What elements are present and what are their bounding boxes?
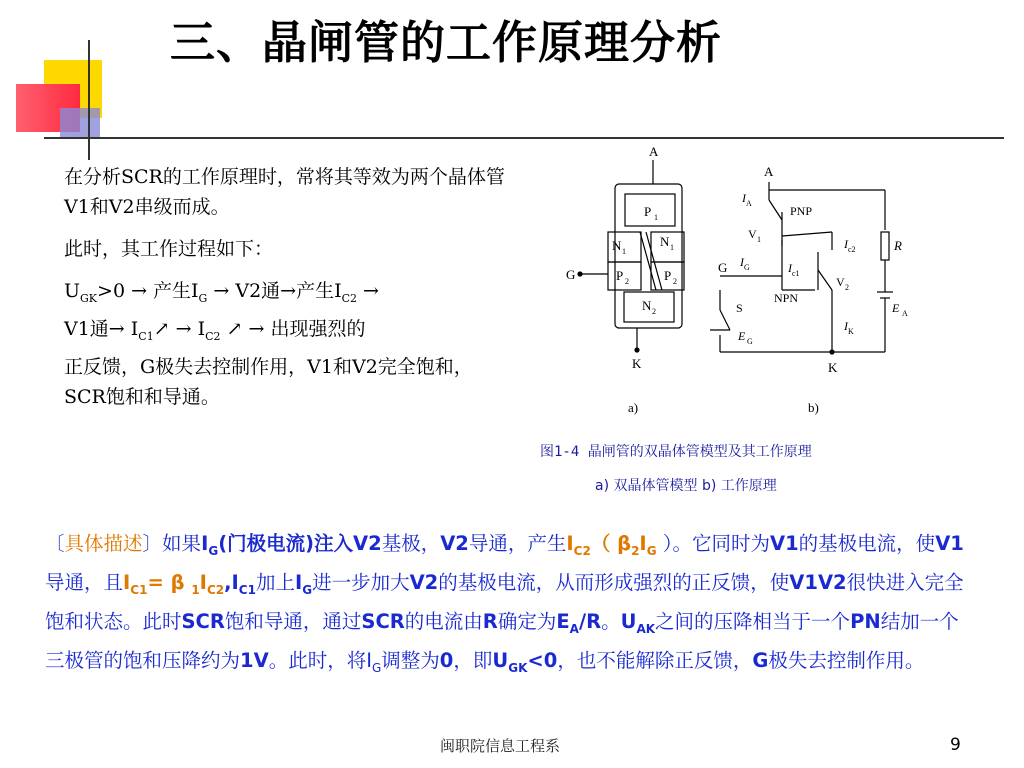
svg-text:1: 1 [622, 247, 626, 256]
svg-text:G: G [747, 337, 753, 346]
svg-text:G: G [744, 263, 750, 272]
deco-vertical-line [88, 40, 90, 160]
svg-text:A: A [902, 309, 908, 318]
svg-text:2: 2 [652, 307, 656, 316]
svg-text:G: G [718, 260, 728, 275]
svg-text:A: A [746, 199, 752, 208]
svg-text:c2: c2 [848, 245, 856, 254]
a-gate-label: G [566, 267, 576, 282]
svg-text:I: I [844, 237, 848, 251]
a-cathode-label: K [632, 356, 642, 371]
svg-text:K: K [828, 360, 838, 375]
intro-text: 在分析SCR的工作原理时，常将其等效为两个晶体管V1和V2串级而成。 [64, 166, 505, 218]
svg-text:V: V [748, 227, 757, 241]
page-number: 9 [950, 735, 961, 755]
svg-text:I: I [740, 255, 744, 269]
svg-text:1: 1 [670, 243, 674, 252]
page-title: 三、晶闸管的工作原理分析 [170, 16, 723, 69]
svg-text:E: E [738, 329, 746, 343]
svg-text:V: V [836, 275, 845, 289]
process-label: 此时，其工作过程如下： [64, 238, 274, 260]
svg-text:2: 2 [625, 277, 629, 286]
svg-text:I: I [742, 191, 746, 205]
svg-text:P: P [664, 268, 672, 283]
detailed-description: 〔具体描述〕如果$I_G$(门极电流)注入V2基极，V2导通，产生$I_{C2}$（ $\beta_2I_G$ ）。它同时为V1的基极电流，使V1导通，且$I_{C1}= \beta$ $_1I_{C2},I_{C1}$加上$I_G$进一步加大V2的基极电流，从而形成强烈的正反馈，使V1V2很快进入完全饱和状态。此时SCR饱和导通，通过SCR的电流由R确定为$E_A/R$。$U_{AK}$之间的压降相当于一个PN结加一个三极管的饱和压降约为1V。此时，将$I_G$调整为0，即$U_{GK}<0$，也不能解除正反馈，G极失去控制作用。 [45, 532, 964, 675]
svg-text:E: E [892, 301, 900, 315]
svg-text:A: A [764, 164, 774, 179]
svg-text:c1: c1 [792, 269, 800, 278]
fig-a-label: a) [628, 400, 639, 415]
svg-text:R: R [894, 238, 902, 253]
deco-horizontal-line [44, 137, 1004, 139]
svg-text:1: 1 [654, 213, 658, 222]
svg-text:I: I [788, 261, 792, 275]
svg-text:K: K [848, 327, 854, 336]
svg-text:P: P [616, 268, 624, 283]
svg-text:N: N [642, 298, 652, 313]
thyristor-figure [560, 140, 908, 430]
deco-blue-square [60, 108, 100, 138]
fig-b-label: b) [808, 400, 819, 415]
svg-text:P: P [644, 204, 652, 219]
left-explanation [64, 162, 514, 424]
svg-text:N: N [660, 234, 670, 249]
svg-text:2: 2 [673, 277, 677, 286]
two-transistor-model [566, 144, 684, 415]
svg-text:2: 2 [845, 283, 849, 292]
working-principle-circuit [710, 164, 908, 415]
svg-text:PNP: PNP [790, 204, 813, 218]
process-chain: $U_{GK}>0$ → 产生$I_G \to V2$通→产生$I_{C2}$ → V1通→ $I_{C1}↗ \to I_{C2}$ ↗ → 出现强烈的 正反馈，G极失去控制作用，V1和V2完全饱和，SCR饱和和导通。 [64, 280, 473, 408]
figure-caption: 图1-4 晶闸管的双晶体管模型及其工作原理 [540, 444, 812, 460]
figure-subcaption: a) 双晶体管模型 b) 工作原理 [595, 478, 777, 494]
svg-text:S: S [736, 301, 743, 315]
svg-text:I: I [844, 319, 848, 333]
svg-text:NPN: NPN [774, 291, 799, 305]
a-anode-label: A [649, 144, 659, 159]
footer-school: 闽职院信息工程系 [440, 737, 561, 755]
svg-text:1: 1 [757, 235, 761, 244]
svg-text:N: N [612, 238, 622, 253]
